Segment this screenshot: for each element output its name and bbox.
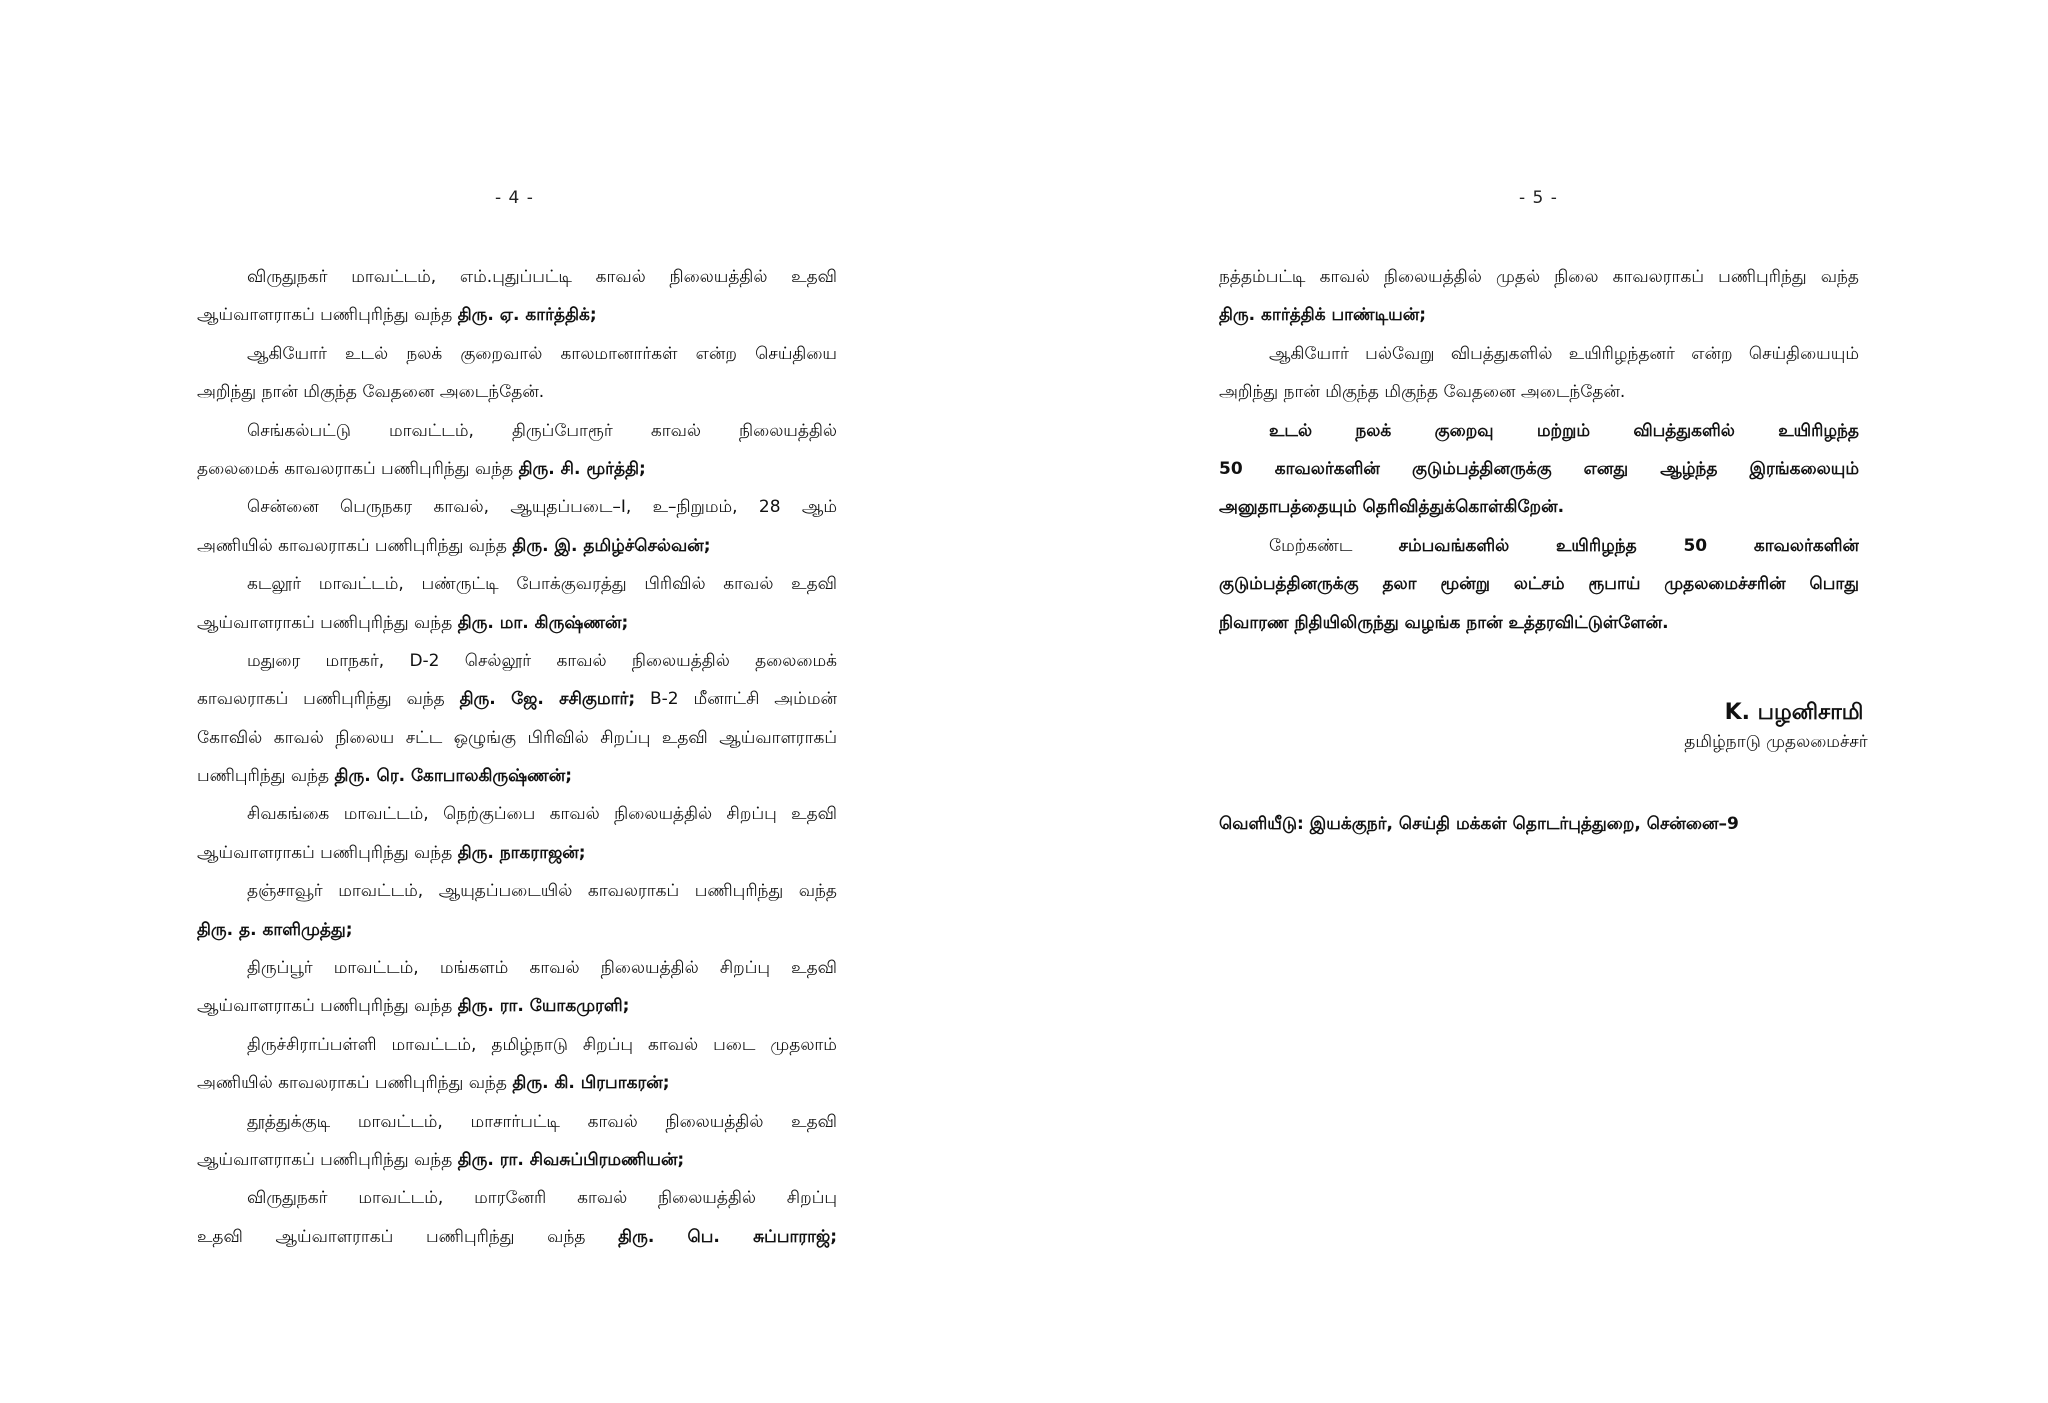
text-line (197, 1141, 837, 1179)
line-after-text: B-2 மீனாட்சி அம்மன் (635, 689, 837, 710)
line-bold-text: திரு. இ. தமிழ்ச்செல்வன்; (512, 535, 711, 556)
text-line (197, 987, 837, 1025)
text-line (1219, 488, 1859, 526)
text-line (1219, 450, 1859, 488)
line-text: தூத்துக்குடி மாவட்டம், மாசார்பட்டி காவல் நிலையத்தில் உதவி (247, 1111, 837, 1132)
line-text: ஆய்வாளராகப் பணிபுரிந்து வந்த (197, 305, 458, 326)
line-text: விருதுநகர் மாவட்டம், மாரனேரி காவல் நிலையத்தில் சிறப்பு (247, 1188, 837, 1209)
text-line (197, 949, 837, 987)
text-line (197, 527, 837, 565)
text-line (197, 834, 837, 872)
text-line (197, 1026, 837, 1064)
text-line (197, 412, 837, 450)
line-text: அறிந்து நான் மிகுந்த மிகுந்த வேதனை அடைந்தேன். (1219, 382, 1626, 403)
line-bold-text: திரு. கார்த்திக் பாண்டியன்; (1219, 305, 1427, 326)
line-text: செங்கல்பட்டு மாவட்டம், திருப்போரூர் காவல் நிலையத்தில் (247, 420, 837, 441)
text-line (197, 795, 837, 833)
line-bold-text: திரு. ஏ. கார்த்திக்; (457, 305, 597, 326)
right-page (1024, 0, 2048, 1403)
text-line (197, 373, 837, 411)
line-bold-text: திரு. சி. மூர்த்தி; (518, 458, 646, 479)
text-line (197, 296, 837, 334)
text-line (197, 604, 837, 642)
line-text: ஆய்வாளராகப் பணிபுரிந்து வந்த (197, 612, 458, 633)
text-line (1219, 335, 1859, 373)
text-line (197, 488, 837, 526)
line-text: அணியில் காவலராகப் பணிபுரிந்து வந்த (197, 535, 513, 556)
text-line (197, 1218, 837, 1256)
publisher-footer: வெளியீடு: இயக்குநர், செய்தி மக்கள் தொடர்புத்துறை, சென்னை–9 (1219, 814, 1739, 834)
text-line (197, 642, 837, 680)
line-bold-text: உடல் நலக் குறைவு மற்றும் விபத்துகளில் உயிரிழந்த (1269, 420, 1859, 441)
line-text: மேற்கண்ட (1269, 535, 1399, 556)
line-bold-text: திரு. நாகராஜன்; (457, 842, 586, 863)
line-text: சென்னை பெருநகர காவல், ஆயுதப்படை–I, உ–நிறுமம், 28 ஆம் (247, 497, 837, 518)
line-text: அணியில் காவலராகப் பணிபுரிந்து வந்த (197, 1073, 513, 1094)
text-line (1219, 412, 1859, 450)
line-text: காவலராகப் பணிபுரிந்து வந்த (197, 689, 460, 710)
line-bold-text: திரு. ரா. சிவசுப்பிரமணியன்; (457, 1149, 685, 1170)
text-line (1219, 565, 1859, 603)
text-line (1219, 258, 1859, 296)
line-bold-text: திரு. பெ. சுப்பாராஜ்; (618, 1226, 837, 1247)
text-line (1219, 604, 1859, 642)
line-text: ஆய்வாளராகப் பணிபுரிந்து வந்த (197, 1149, 458, 1170)
line-text: அறிந்து நான் மிகுந்த வேதனை அடைந்தேன். (197, 382, 545, 403)
line-text: திருப்பூர் மாவட்டம், மங்களம் காவல் நிலையத்தில் சிறப்பு உதவி (247, 958, 837, 979)
right-page-text (1219, 258, 1859, 642)
text-line (197, 258, 837, 296)
signature-title: தமிழ்நாடு முதலமைச்சர் (1684, 732, 1868, 752)
line-bold-text: திரு. ரெ. கோபாலகிருஷ்ணன்; (334, 766, 573, 787)
left-page-text (197, 258, 837, 1256)
text-line (197, 1103, 837, 1141)
text-line (1219, 296, 1859, 334)
line-text: நத்தம்பட்டி காவல் நிலையத்தில் முதல் நிலை காவலராகப் பணிபுரிந்து வந்த (1219, 267, 1859, 287)
text-line (1219, 373, 1859, 411)
line-text: மதுரை மாநகர், D-2 செல்லூர் காவல் நிலையத்தில் தலைமைக் (247, 650, 837, 671)
line-bold-text: சம்பவங்களில் உயிரிழந்த 50 காவலர்களின் (1398, 535, 1859, 556)
line-text: ஆய்வாளராகப் பணிபுரிந்து வந்த (197, 842, 458, 863)
line-bold-text: திரு. மா. கிருஷ்ணன்; (457, 612, 629, 633)
line-bold-text: 50 காவலர்களின் குடும்பத்தினருக்கு எனது ஆழ்ந்த இரங்கலையும் (1219, 458, 1859, 479)
line-text: ஆய்வாளராகப் பணிபுரிந்து வந்த (197, 996, 458, 1017)
line-text: உதவி ஆய்வாளராகப் பணிபுரிந்து வந்த (197, 1226, 619, 1247)
line-bold-text: நிவாரண நிதியிலிருந்து வழங்க நான் உத்தரவிட்டுள்ளேன். (1219, 612, 1669, 633)
text-line (197, 450, 837, 488)
line-text: விருதுநகர் மாவட்டம், எம்.புதுப்பட்டி காவல் நிலையத்தில் உதவி (247, 267, 837, 287)
text-line (197, 911, 837, 949)
line-text: கோவில் காவல் நிலைய சட்ட ஒழுங்கு பிரிவில் சிறப்பு உதவி ஆய்வாளராகப் (197, 727, 837, 748)
line-text: தலைமைக் காவலராகப் பணிபுரிந்து வந்த (197, 458, 519, 479)
page-number: - 5 - (1519, 188, 1558, 208)
line-bold-text: திரு. கி. பிரபாகரன்; (512, 1073, 670, 1094)
line-bold-text: திரு. ரா. யோகமுரளி; (457, 996, 630, 1017)
line-bold-text: அனுதாபத்தையும் தெரிவித்துக்கொள்கிறேன். (1219, 497, 1565, 518)
line-bold-text: திரு. ஜே. சசிகுமார்; (459, 689, 636, 710)
signature-name: K. பழனிசாமி (1724, 700, 1864, 725)
text-line (197, 1064, 837, 1102)
text-line (1219, 527, 1859, 565)
text-line (197, 680, 837, 718)
text-line (197, 565, 837, 603)
line-text: திருச்சிராப்பள்ளி மாவட்டம், தமிழ்நாடு சிறப்பு காவல் படை முதலாம் (247, 1034, 837, 1055)
line-bold-text: திரு. த. காளிமுத்து; (197, 919, 353, 940)
line-text: ஆகியோர் பல்வேறு விபத்துகளில் உயிரிழந்தனர் என்ற செய்தியையும் (1269, 343, 1859, 364)
text-line (197, 1179, 837, 1217)
text-line (197, 757, 837, 795)
line-text: ஆகியோர் உடல் நலக் குறைவால் காலமானார்கள் என்ற செய்தியை (247, 343, 837, 364)
text-line (197, 719, 837, 757)
line-text: கடலூர் மாவட்டம், பண்ருட்டி போக்குவரத்து பிரிவில் காவல் உதவி (247, 574, 837, 595)
line-text: தஞ்சாவூர் மாவட்டம், ஆயுதப்படையில் காவலராகப் பணிபுரிந்து வந்த (247, 881, 837, 902)
line-bold-text: குடும்பத்தினருக்கு தலா மூன்று லட்சம் ரூபாய் முதலமைச்சரின் பொது (1219, 574, 1859, 595)
page-number: - 4 - (495, 188, 534, 208)
text-line (197, 872, 837, 910)
text-line (197, 335, 837, 373)
line-text: சிவகங்கை மாவட்டம், நெற்குப்பை காவல் நிலையத்தில் சிறப்பு உதவி (247, 804, 837, 825)
line-text: பணிபுரிந்து வந்த (197, 766, 335, 787)
